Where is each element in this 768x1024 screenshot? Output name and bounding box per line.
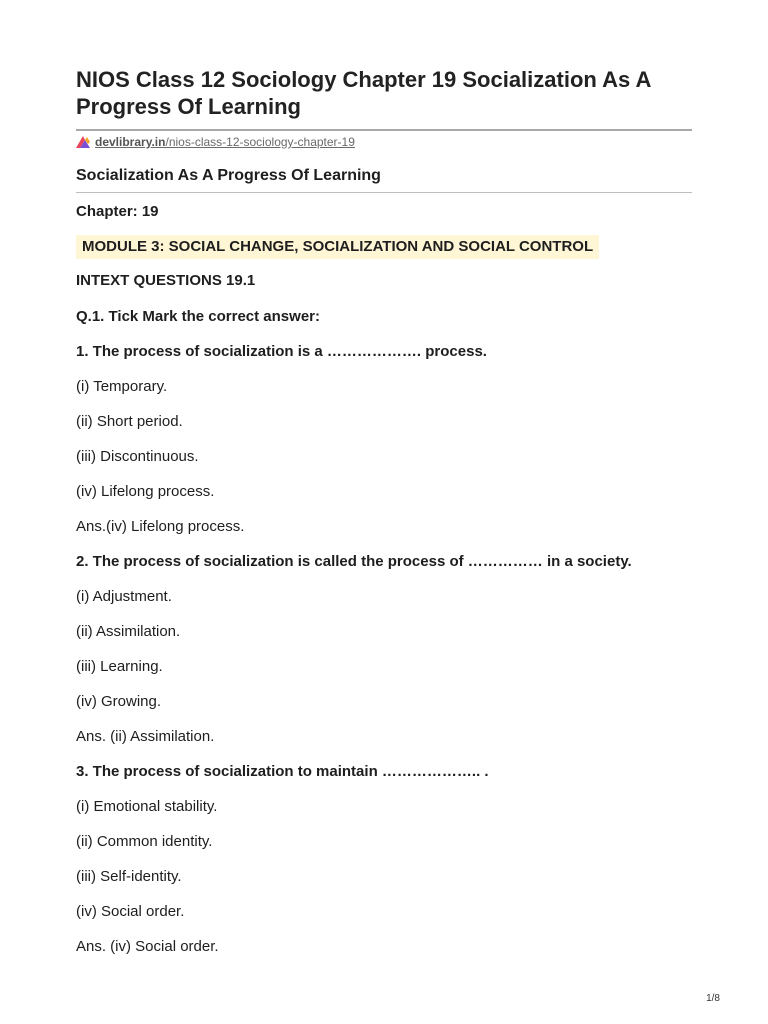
question-1-option: (ii) Short period. — [76, 413, 183, 430]
section-heading: INTEXT QUESTIONS 19.1 — [76, 272, 256, 289]
question-3-answer: Ans. (iv) Social order. — [76, 938, 219, 955]
question-3-option: (iii) Self-identity. — [76, 868, 182, 885]
source-host: devlibrary.in — [95, 135, 166, 149]
question-1-option: (iii) Discontinuous. — [76, 448, 199, 465]
question-3-option: (iv) Social order. — [76, 903, 185, 920]
source-path: /nios-class-12-sociology-chapter-19 — [165, 135, 355, 149]
article-heading: Socialization As A Progress Of Learning — [76, 167, 381, 184]
question-2-answer: Ans. (ii) Assimilation. — [76, 728, 215, 745]
instruction-text: Q.1. Tick Mark the correct answer: — [76, 308, 320, 325]
chapter-label: Chapter: 19 — [76, 203, 159, 220]
question-1-answer: Ans.(iv) Lifelong process. — [76, 518, 245, 535]
question-1: 1. The process of socialization is a ………………. process. — [76, 343, 487, 360]
module-highlight: MODULE 3: SOCIAL CHANGE, SOCIALIZATION AND SOCIAL CONTROL — [76, 235, 599, 259]
question-3-option: (i) Emotional stability. — [76, 798, 218, 815]
question-3-option: (ii) Common identity. — [76, 833, 213, 850]
question-1-option: (i) Temporary. — [76, 378, 168, 395]
page-title: NIOS Class 12 Sociology Chapter 19 Socialization As A Progress Of Learning — [76, 67, 651, 119]
question-2-option: (iv) Growing. — [76, 693, 162, 710]
question-2-option: (i) Adjustment. — [76, 588, 172, 605]
question-2-option: (ii) Assimilation. — [76, 623, 181, 640]
question-1-option: (iv) Lifelong process. — [76, 483, 215, 500]
content — [76, 0, 692, 1024]
question-3: 3. The process of socialization to maintain ……………….. . — [76, 763, 489, 780]
page-number: 1/8 — [706, 993, 720, 1004]
question-2-option: (iii) Learning. — [76, 658, 163, 675]
question-2: 2. The process of socialization is called the process of …………… in a society. — [76, 553, 632, 570]
